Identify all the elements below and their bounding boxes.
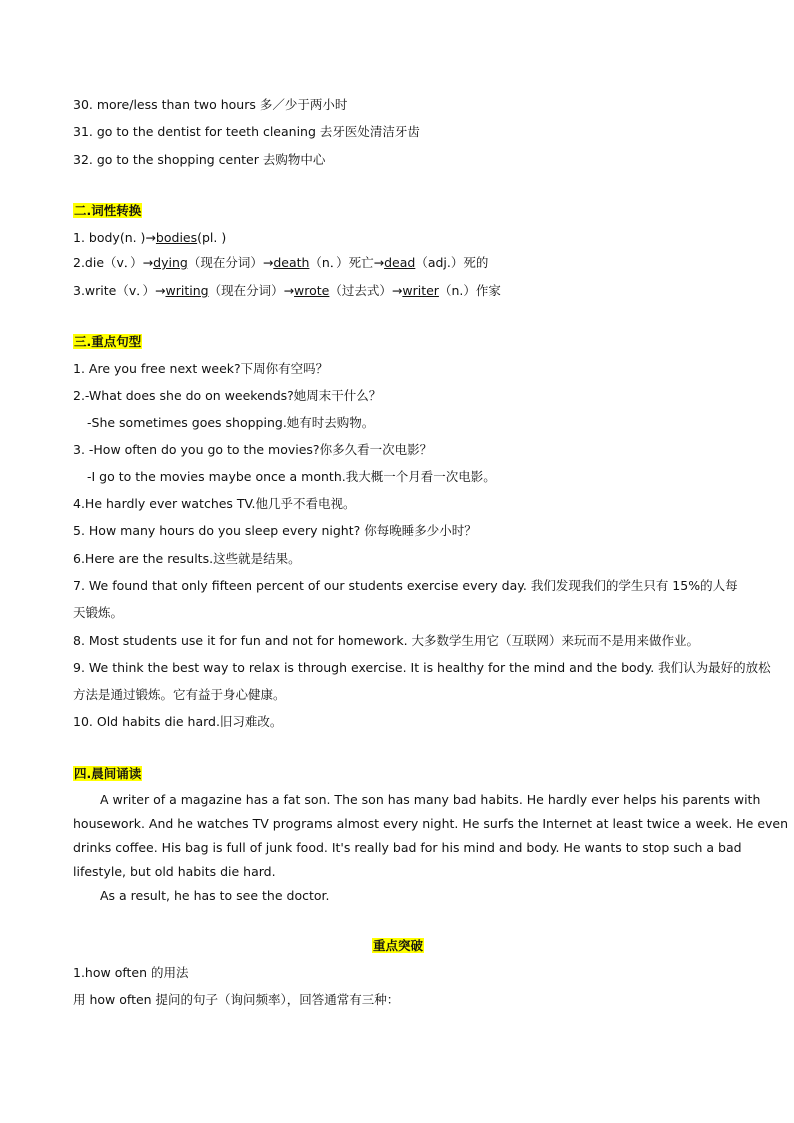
heading-text: 二.词性转换 <box>74 203 142 218</box>
underlined-answer: dying <box>153 255 188 270</box>
section-heading-key-sentences <box>73 333 142 351</box>
underlined-answer: death <box>273 255 310 270</box>
heading-text: 重点突破 <box>372 938 423 953</box>
text: （现在分词）→ <box>208 283 295 298</box>
text: （n.）作家 <box>438 283 501 298</box>
vocab-item-31: 31. go to the dentist for teeth cleaning 去牙医处清洁牙齿 <box>73 124 420 139</box>
key-point-line: 1.how often 的用法 <box>73 965 189 980</box>
text: 2.die（v．）→ <box>73 255 154 270</box>
sentence-line: 方法是通过锻炼。它有益于身心健康。 <box>73 687 286 702</box>
underlined-answer: writer <box>402 283 439 298</box>
key-point-line: 用 how often 提问的句子（询问频率），回答通常有三种： <box>73 992 400 1007</box>
section-heading-word-forms <box>73 202 142 220</box>
sentence-line: -I go to the movies maybe once a month.我大概一个月看一次电影。 <box>87 469 496 484</box>
passage-line: A writer of a magazine has a fat son. The son has many bad habits. He hardly ever helps his parents with <box>100 792 761 807</box>
underlined-answer: dead <box>384 255 416 270</box>
text: 3.write（v．）→ <box>73 283 166 298</box>
heading-text: 三.重点句型 <box>74 334 142 349</box>
word-form-write <box>73 282 501 300</box>
sentence-line: 8. Most students use it for fun and not for homework. 大多数学生用它（互联网）来玩而不是用来做作业。 <box>73 633 700 648</box>
sentence-line: 10. Old habits die hard.旧习难改。 <box>73 714 283 729</box>
underlined-answer: wrote <box>294 283 330 298</box>
vocab-item-32: 32. go to the shopping center 去购物中心 <box>73 152 326 167</box>
sentence-line: -She sometimes goes shopping.她有时去购物。 <box>87 415 375 430</box>
section-heading-morning-reading <box>73 765 142 783</box>
vocab-item-30: 30. more/less than two hours 多／少于两小时 <box>73 97 348 112</box>
text: （adj.）死的 <box>415 255 489 270</box>
sentence-line: 5. How many hours do you sleep every night? 你每晚睡多少小时？ <box>73 523 477 538</box>
text: （现在分词）→ <box>187 255 274 270</box>
sentence-line: 7. We found that only fifteen percent of our students exercise every day. 我们发现我们的学生只有 15%的人每 <box>73 578 738 593</box>
text: （过去式）→ <box>329 283 403 298</box>
passage-line: housework. And he watches TV programs almost every night. He surfs the Internet at least twice a week. He even <box>73 816 789 831</box>
sentence-line: 1. Are you free next week?下周你有空吗？ <box>73 361 329 376</box>
underlined-answer: bodies <box>155 230 198 245</box>
passage-line: lifestyle, but old habits die hard. <box>73 864 276 879</box>
section-title-key-points <box>73 937 723 955</box>
word-form-die <box>73 254 488 272</box>
heading-text: 四.晨间诵读 <box>74 766 142 781</box>
text: 1. body(n. )→ <box>73 230 156 245</box>
sentence-line: 4.He hardly ever watches TV.他几乎不看电视。 <box>73 496 356 511</box>
sentence-line: 天锻炼。 <box>73 605 124 620</box>
sentence-line: 2.-What does she do on weekends?她周末干什么？ <box>73 388 382 403</box>
text: (pl. ) <box>197 230 227 245</box>
word-form-body <box>73 229 226 247</box>
sentence-line: 3. -How often do you go to the movies?你多久看一次电影？ <box>73 442 433 457</box>
passage-line: As a result, he has to see the doctor. <box>100 888 330 903</box>
passage-line: drinks coffee. His bag is full of junk food. It's really bad for his mind and body. He wants to stop such a bad <box>73 840 742 855</box>
sentence-line: 9. We think the best way to relax is through exercise. It is healthy for the mind and the body. 我们认为最好的放松 <box>73 660 771 675</box>
text: （n．）死亡→ <box>309 255 385 270</box>
underlined-answer: writing <box>165 283 209 298</box>
sentence-line: 6.Here are the results.这些就是结果。 <box>73 551 301 566</box>
